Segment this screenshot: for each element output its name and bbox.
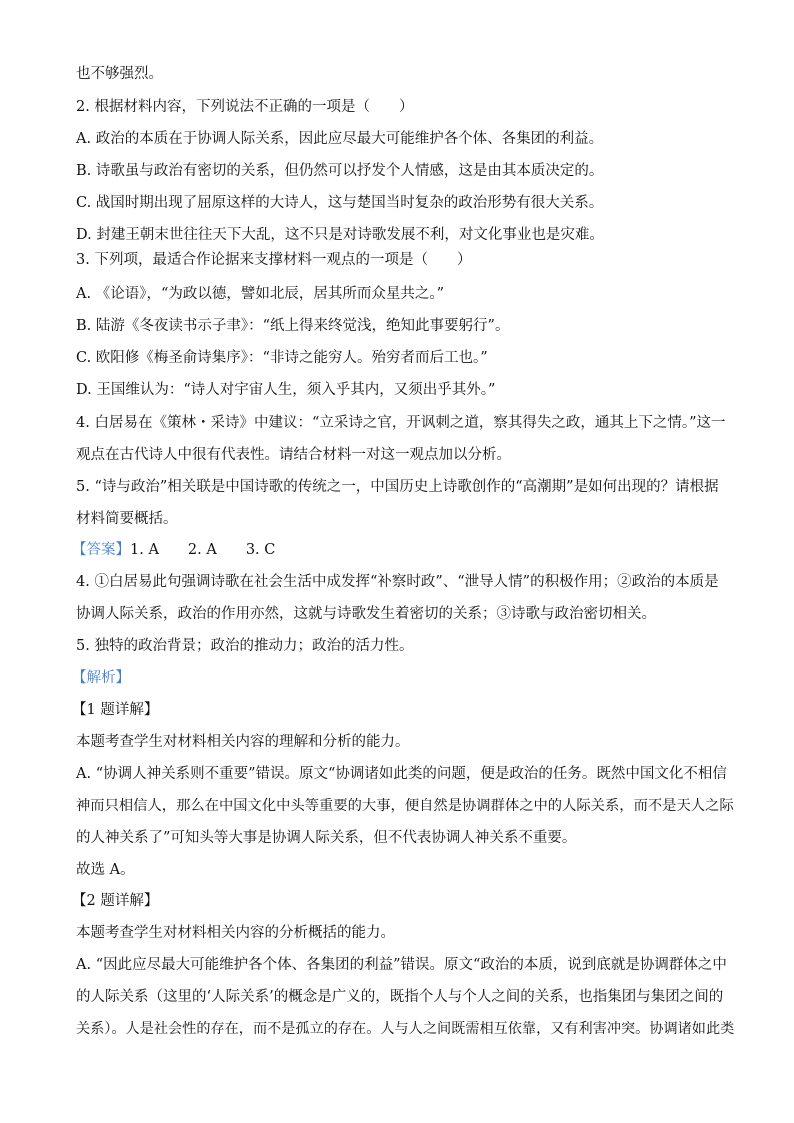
detail-2-line: 的人际关系（这里的‘人际关系’的概念是广义的，既指个人与个人之间的关系，也指集团与集团之间的 xyxy=(76,989,724,1005)
option-2c: C. 战国时期出现了屈原这样的大诗人，这与楚国当时复杂的政治形势有很大关系。 xyxy=(76,195,604,211)
detail-2-header: 【2 题详解】 xyxy=(72,893,159,909)
detail-1-line: A. “协调人神关系则不重要”错误。原文“协调诸如此类的问题，便是政治的任务。既然中国文化不相信 xyxy=(76,766,727,782)
question-3: 3. 下列项，最适合作论据来支撑材料一观点的一项是（ ） xyxy=(76,252,472,268)
option-3d: D. 王国维认为：“诗人对宇宙人生，须入乎其内，又须出乎其外。” xyxy=(76,382,496,398)
option-2b: B. 诗歌虽与政治有密切的关系，但仍然可以抒发个人情感，这是由其本质决定的。 xyxy=(76,163,604,179)
answer-4: 4. ①白居易此句强调诗歌在社会生活中成发挥“补察时政”、“泄导人情”的积极作用；②政治的本质是 xyxy=(76,574,719,590)
detail-1-line: 本题考查学生对材料相关内容的理解和分析的能力。 xyxy=(76,734,410,750)
option-3c: C. 欧阳修《梅圣俞诗集序》：“非诗之能穷人。殆穷者而后工也。” xyxy=(76,350,488,366)
question-5-cont: 材料简要概括。 xyxy=(76,511,178,527)
option-2d: D. 封建王朝末世往往天下大乱，这不只是对诗歌发展不利，对文化事业也是灾难。 xyxy=(76,227,604,243)
answer-5: 5. 独特的政治背景；政治的推动力；政治的活力性。 xyxy=(76,638,414,654)
option-3a: A. 《论语》，“为政以德，譬如北辰，居其所而众星共之。” xyxy=(76,286,445,302)
detail-2-line: 本题考查学生对材料相关内容的分析概括的能力。 xyxy=(76,925,395,941)
answer-line xyxy=(72,540,275,560)
detail-1-line: 神而只相信人，那么在中国文化中头等重要的大事，便自然是协调群体之中的人际关系，而不是天人之际 xyxy=(76,798,734,814)
option-3b: B. 陆游《冬夜读书示子聿》：“纸上得来终觉浅，绝知此事要躬行”。 xyxy=(76,318,510,334)
question-4: 4. 白居易在《策林・采诗》中建议：“立采诗之官，开讽刺之道，察其得失之政，通其上下之情。”这一 xyxy=(76,415,726,431)
detail-1-line: 故选 A。 xyxy=(76,862,135,878)
option-2a: A. 政治的本质在于协调人际关系，因此应尽最大可能维护各个体、各集团的利益。 xyxy=(76,131,604,147)
answer-4-cont: 协调人际关系，政治的作用亦然，这就与诗歌发生着密切的关系；③诗歌与政治密切相关。 xyxy=(76,606,656,622)
question-5: 5. “诗与政治”相关联是中国诗歌的传统之一，中国历史上诗歌创作的“高潮期”是如何出现的？请根据 xyxy=(76,479,719,495)
analysis-label: 【解析】 xyxy=(72,670,130,686)
answer-label: 【答案】 xyxy=(72,542,130,558)
answer-values: 1. A 2. A 3. C xyxy=(130,542,276,558)
detail-1-line: 的人神关系了”可知头等大事是协调人际关系，但不代表协调人神关系不重要。 xyxy=(76,830,577,846)
detail-2-line: A. “因此应尽最大可能维护各个体、各集团的利益”错误。原文“政治的本质，说到底就是协调群体之中 xyxy=(76,957,727,973)
question-4-cont: 观点在古代诗人中很有代表性。请结合材料一对这一观点加以分析。 xyxy=(76,447,511,463)
text-line: 也不够强烈。 xyxy=(76,66,163,82)
detail-2-line: 关系）。人是社会性的存在，而不是孤立的存在。人与人之间既需相互依靠，又有利害冲突。协调诸如此类 xyxy=(76,1021,735,1037)
detail-1-header: 【1 题详解】 xyxy=(72,702,159,718)
question-2: 2. 根据材料内容，下列说法不正确的一项是（ ） xyxy=(76,99,414,115)
